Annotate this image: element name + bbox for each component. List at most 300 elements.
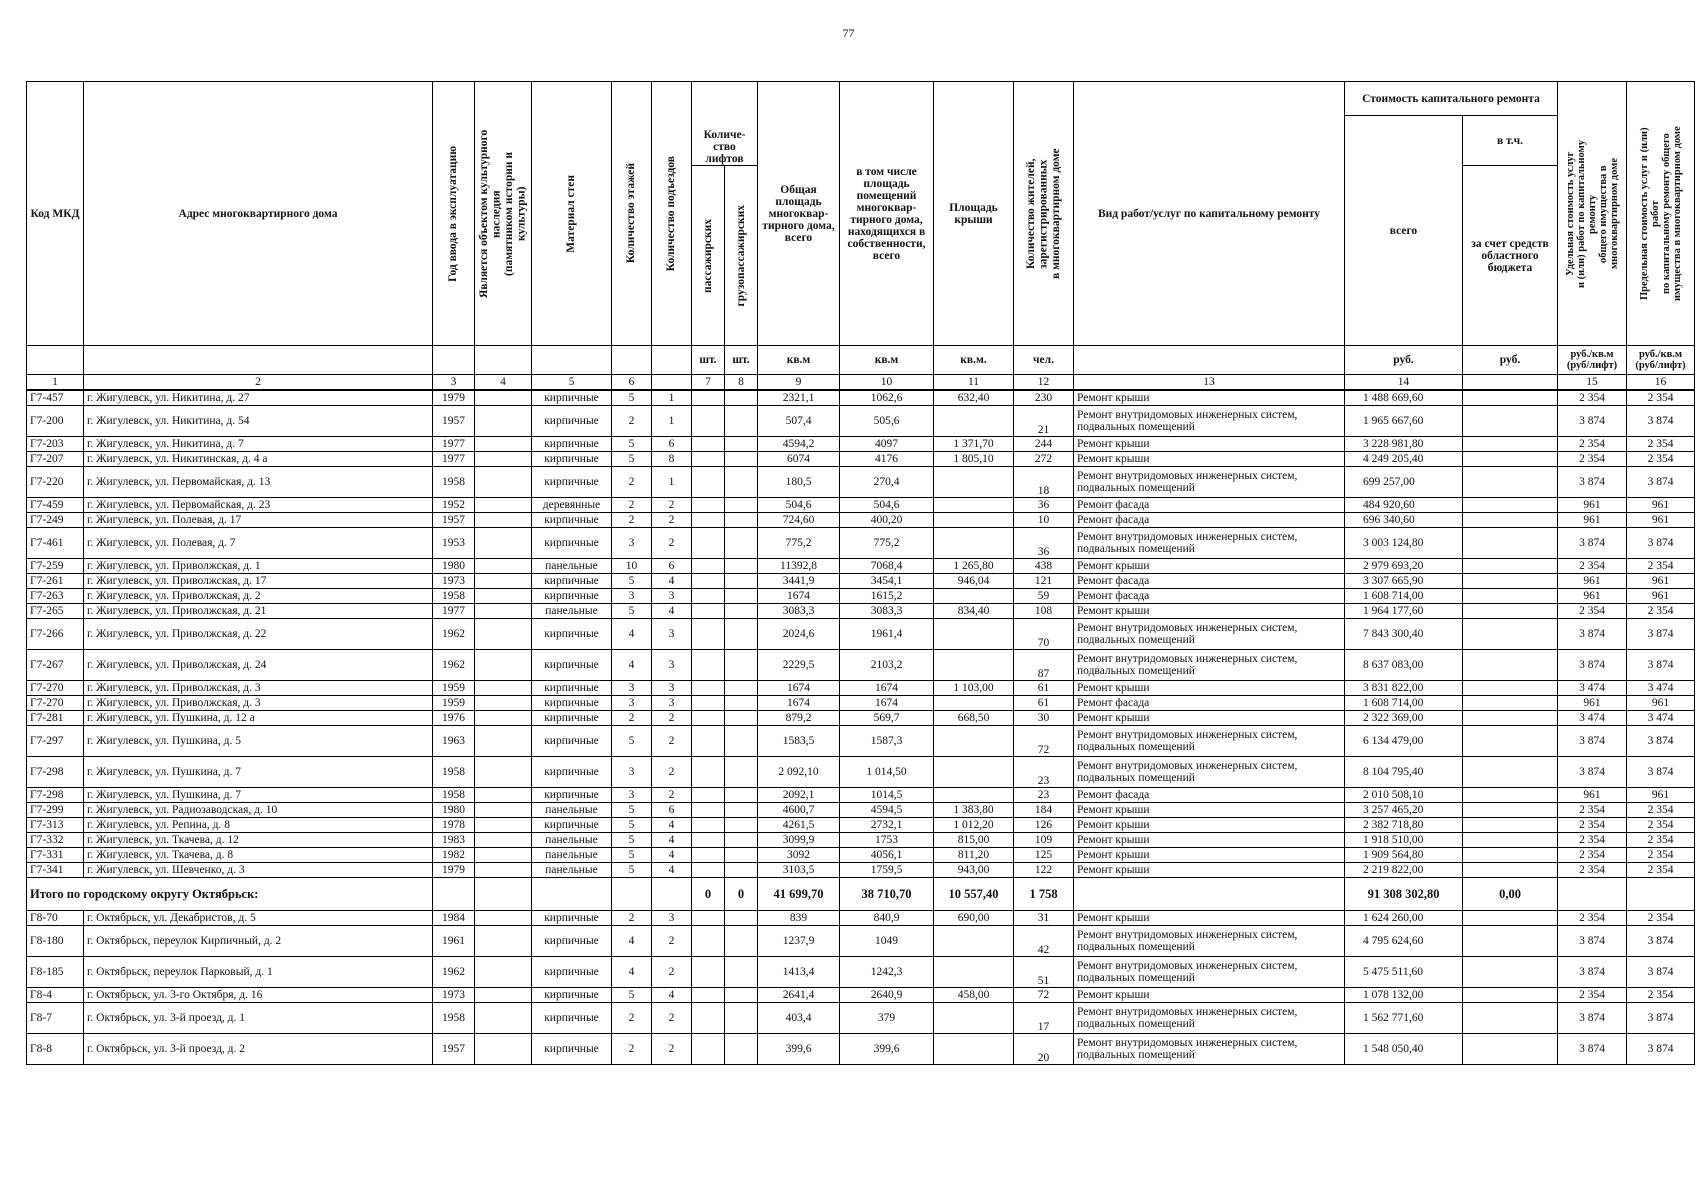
total-lifts-passenger: 0 [692,878,725,911]
row-limit-cost: 2 354 [1627,833,1695,848]
header-total-area: Общая площадь многоквар-тирного дома, всего [758,82,840,346]
row-roof-area: 458,00 [934,988,1014,1003]
row-residents: 108 [1014,604,1074,619]
row-unit-cost: 3 874 [1558,957,1627,988]
row-cost: 5 475 511,60 [1345,957,1463,988]
capital-repair-table [26,81,1695,1065]
total-section [27,878,1695,911]
row-year: 1980 [433,803,475,818]
row-walls: кирпичные [532,1034,612,1065]
row-entrances: 4 [652,574,692,589]
row-lifts-passenger [692,604,725,619]
row-residents: 61 [1014,696,1074,711]
row-total-area: 2229,5 [758,650,840,681]
row-total-area: 4600,7 [758,803,840,818]
row-walls: деревянные [532,498,612,513]
row-heritage [475,513,532,528]
row-entrances: 4 [652,833,692,848]
row-total-area: 3441,9 [758,574,840,589]
row-roof-area: 1 805,10 [934,452,1014,467]
row-cost: 2 219 822,00 [1345,863,1463,878]
row-entrances: 2 [652,788,692,803]
row-entrances: 6 [652,559,692,574]
total-cost: 91 308 302,80 [1345,878,1463,911]
row-code: Г7-267 [27,650,84,681]
row-regional [1463,513,1558,528]
row-entrances: 2 [652,726,692,757]
row-regional [1463,406,1558,437]
row-floors: 4 [612,650,652,681]
row-residents: 109 [1014,833,1074,848]
row-regional [1463,559,1558,574]
row-work-type: Ремонт внутридомовых инженерных систем, подвальных помещений [1074,1034,1345,1065]
row-limit-cost: 2 354 [1627,437,1695,452]
row-roof-area [934,619,1014,650]
row-entrances: 2 [652,926,692,957]
row-roof-area [934,757,1014,788]
row-walls: кирпичные [532,757,612,788]
table-row [27,863,1695,878]
row-unit-cost: 3 874 [1558,650,1627,681]
row-walls: кирпичные [532,911,612,926]
row-regional [1463,818,1558,833]
row-total-area: 1237,9 [758,926,840,957]
row-lifts-passenger [692,696,725,711]
row-limit-cost: 3 874 [1627,528,1695,559]
row-work-type: Ремонт фасада [1074,574,1345,589]
row-unit-cost: 2 354 [1558,818,1627,833]
row-code: Г8-180 [27,926,84,957]
row-lifts-cargo [725,589,758,604]
row-year: 1982 [433,848,475,863]
row-floors: 5 [612,574,652,589]
row-unit-cost: 2 354 [1558,863,1627,878]
row-unit-cost: 3 874 [1558,528,1627,559]
row-work-type: Ремонт крыши [1074,803,1345,818]
row-owned-area: 1242,3 [840,957,934,988]
row-walls: кирпичные [532,988,612,1003]
row-roof-area [934,467,1014,498]
row-cost: 2 322 369,00 [1345,711,1463,726]
row-residents: 126 [1014,818,1074,833]
row-unit-cost: 2 354 [1558,452,1627,467]
row-roof-area: 1 383,80 [934,803,1014,818]
row-unit-cost: 2 354 [1558,390,1627,406]
row-heritage [475,619,532,650]
row-regional [1463,788,1558,803]
row-total-area: 1674 [758,681,840,696]
row-address: г. Жигулевск, ул. Никитина, д. 54 [84,406,433,437]
row-work-type: Ремонт внутридомовых инженерных систем, подвальных помещений [1074,1003,1345,1034]
table-row [27,926,1695,957]
row-cost: 1 965 667,60 [1345,406,1463,437]
row-entrances: 4 [652,818,692,833]
row-owned-area: 2732,1 [840,818,934,833]
row-work-type: Ремонт крыши [1074,604,1345,619]
row-regional [1463,390,1558,406]
row-limit-cost: 2 354 [1627,803,1695,818]
row-heritage [475,452,532,467]
row-cost: 4 795 624,60 [1345,926,1463,957]
row-limit-cost: 3 874 [1627,1034,1695,1065]
row-owned-area: 504,6 [840,498,934,513]
row-entrances: 4 [652,988,692,1003]
row-limit-cost: 3 874 [1627,726,1695,757]
table-row [27,513,1695,528]
table-row [27,619,1695,650]
row-lifts-cargo [725,803,758,818]
row-lifts-cargo [725,437,758,452]
row-address: г. Октябрьск, переулок Кирпичный, д. 2 [84,926,433,957]
row-residents: 70 [1014,619,1074,650]
table-row [27,498,1695,513]
row-owned-area: 569,7 [840,711,934,726]
row-lifts-cargo [725,848,758,863]
row-roof-area: 1 371,70 [934,437,1014,452]
row-regional [1463,681,1558,696]
row-address: г. Жигулевск, ул. Полевая, д. 17 [84,513,433,528]
row-roof-area [934,498,1014,513]
row-limit-cost: 961 [1627,696,1695,711]
row-limit-cost: 961 [1627,574,1695,589]
row-limit-cost: 961 [1627,589,1695,604]
row-heritage [475,604,532,619]
row-entrances: 8 [652,452,692,467]
row-cost: 699 257,00 [1345,467,1463,498]
row-entrances: 1 [652,390,692,406]
row-lifts-cargo [725,452,758,467]
row-unit-cost: 3 874 [1558,926,1627,957]
row-regional [1463,650,1558,681]
row-residents: 18 [1014,467,1074,498]
row-entrances: 2 [652,528,692,559]
row-roof-area [934,1034,1014,1065]
row-heritage [475,911,532,926]
row-work-type: Ремонт внутридомовых инженерных систем, подвальных помещений [1074,926,1345,957]
row-year: 1973 [433,988,475,1003]
row-address: г. Жигулевск, ул. Никитина, д. 27 [84,390,433,406]
row-address: г. Жигулевск, ул. Приволжская, д. 3 [84,681,433,696]
row-total-area: 6074 [758,452,840,467]
row-code: Г7-261 [27,574,84,589]
row-year: 1958 [433,1003,475,1034]
row-heritage [475,833,532,848]
row-cost: 1 918 510,00 [1345,833,1463,848]
row-owned-area: 1062,6 [840,390,934,406]
row-roof-area [934,726,1014,757]
row-residents: 272 [1014,452,1074,467]
row-regional [1463,833,1558,848]
row-unit-cost: 2 354 [1558,437,1627,452]
column-numbers-row: 1 2 3 4 5 6 7 8 9 10 11 12 13 14 15 16 [27,375,1695,391]
row-total-area: 879,2 [758,711,840,726]
row-walls: кирпичные [532,574,612,589]
row-code: Г7-220 [27,467,84,498]
row-regional [1463,711,1558,726]
row-year: 1962 [433,957,475,988]
row-code: Г7-266 [27,619,84,650]
row-regional [1463,604,1558,619]
row-owned-area: 399,6 [840,1034,934,1065]
row-unit-cost: 3 874 [1558,406,1627,437]
header-residents: Количество жителей, зарегистрированных в многоквартирном доме [1014,82,1074,346]
row-roof-area [934,513,1014,528]
row-residents: 10 [1014,513,1074,528]
row-year: 1978 [433,818,475,833]
row-limit-cost: 3 474 [1627,681,1695,696]
row-code: Г7-200 [27,406,84,437]
row-address: г. Жигулевск, ул. Приволжская, д. 1 [84,559,433,574]
row-code: Г7-270 [27,681,84,696]
row-unit-cost: 961 [1558,513,1627,528]
row-entrances: 2 [652,757,692,788]
row-heritage [475,863,532,878]
row-unit-cost: 961 [1558,696,1627,711]
row-unit-cost: 2 354 [1558,911,1627,926]
row-residents: 244 [1014,437,1074,452]
row-residents: 30 [1014,711,1074,726]
row-regional [1463,988,1558,1003]
row-total-area: 507,4 [758,406,840,437]
header-walls: Материал стен [532,82,612,346]
row-year: 1957 [433,406,475,437]
row-address: г. Жигулевск, ул. Приволжская, д. 17 [84,574,433,589]
row-entrances: 2 [652,513,692,528]
row-lifts-cargo [725,650,758,681]
row-year: 1977 [433,437,475,452]
row-heritage [475,589,532,604]
row-limit-cost: 961 [1627,498,1695,513]
row-lifts-cargo [725,681,758,696]
row-lifts-passenger [692,574,725,589]
row-heritage [475,498,532,513]
row-walls: кирпичные [532,681,612,696]
row-floors: 5 [612,803,652,818]
row-owned-area: 4056,1 [840,848,934,863]
row-total-area: 1674 [758,589,840,604]
row-residents: 17 [1014,1003,1074,1034]
row-owned-area: 2103,2 [840,650,934,681]
row-lifts-passenger [692,726,725,757]
row-limit-cost: 2 354 [1627,452,1695,467]
row-total-area: 1583,5 [758,726,840,757]
row-owned-area: 1674 [840,681,934,696]
row-owned-area: 3083,3 [840,604,934,619]
row-cost: 696 340,60 [1345,513,1463,528]
row-limit-cost: 2 354 [1627,604,1695,619]
row-heritage [475,788,532,803]
table-row [27,437,1695,452]
row-unit-cost: 3 874 [1558,1034,1627,1065]
row-owned-area: 7068,4 [840,559,934,574]
row-address: г. Жигулевск, ул. Ткачева, д. 8 [84,848,433,863]
table-row [27,957,1695,988]
row-floors: 5 [612,988,652,1003]
row-address: г. Жигулевск, ул. Никитинская, д. 4 а [84,452,433,467]
table-body-oktyabrsk [27,911,1695,1065]
header-cost-incl: в т.ч. [1463,116,1558,166]
row-total-area: 2641,4 [758,988,840,1003]
row-owned-area: 3454,1 [840,574,934,589]
row-year: 1961 [433,926,475,957]
row-floors: 5 [612,452,652,467]
row-regional [1463,757,1558,788]
page-number: 77 [842,26,855,40]
row-lifts-passenger [692,1003,725,1034]
row-lifts-cargo [725,467,758,498]
row-cost: 6 134 479,00 [1345,726,1463,757]
table-row [27,803,1695,818]
row-work-type: Ремонт крыши [1074,848,1345,863]
table-row [27,818,1695,833]
row-address: г. Жигулевск, ул. Первомайская, д. 23 [84,498,433,513]
row-address: г. Октябрьск, ул. 3-й проезд, д. 2 [84,1034,433,1065]
row-walls: кирпичные [532,1003,612,1034]
row-residents: 31 [1014,911,1074,926]
row-cost: 1 608 714,00 [1345,696,1463,711]
row-entrances: 1 [652,467,692,498]
total-regional: 0,00 [1463,878,1558,911]
row-walls: кирпичные [532,788,612,803]
total-lifts-cargo: 0 [725,878,758,911]
row-unit-cost: 2 354 [1558,988,1627,1003]
row-walls: кирпичные [532,957,612,988]
row-unit-cost: 3 874 [1558,619,1627,650]
row-floors: 2 [612,513,652,528]
row-owned-area: 1 014,50 [840,757,934,788]
row-owned-area: 775,2 [840,528,934,559]
row-residents: 122 [1014,863,1074,878]
row-walls: кирпичные [532,711,612,726]
row-floors: 2 [612,498,652,513]
row-lifts-passenger [692,803,725,818]
row-entrances: 3 [652,589,692,604]
row-floors: 5 [612,604,652,619]
row-work-type: Ремонт крыши [1074,559,1345,574]
row-lifts-cargo [725,619,758,650]
row-residents: 230 [1014,390,1074,406]
row-owned-area: 505,6 [840,406,934,437]
row-year: 1957 [433,1034,475,1065]
row-walls: кирпичные [532,528,612,559]
row-total-area: 1674 [758,696,840,711]
row-code: Г7-341 [27,863,84,878]
row-lifts-passenger [692,589,725,604]
row-code: Г7-457 [27,390,84,406]
row-cost: 2 382 718,80 [1345,818,1463,833]
table-body-zhigulevsk [27,390,1695,878]
row-cost: 1 608 714,00 [1345,589,1463,604]
row-owned-area: 2640,9 [840,988,934,1003]
row-walls: кирпичные [532,406,612,437]
row-regional [1463,619,1558,650]
row-walls: панельные [532,833,612,848]
row-residents: 23 [1014,788,1074,803]
table-row [27,696,1695,711]
row-total-area: 403,4 [758,1003,840,1034]
row-address: г. Жигулевск, ул. Никитина, д. 7 [84,437,433,452]
row-unit-cost: 961 [1558,498,1627,513]
row-code: Г8-70 [27,911,84,926]
row-walls: кирпичные [532,726,612,757]
row-residents: 72 [1014,726,1074,757]
table-row [27,681,1695,696]
row-floors: 4 [612,957,652,988]
row-year: 1984 [433,911,475,926]
row-heritage [475,848,532,863]
row-year: 1979 [433,390,475,406]
row-walls: кирпичные [532,452,612,467]
row-heritage [475,757,532,788]
row-work-type: Ремонт фасада [1074,513,1345,528]
row-regional [1463,957,1558,988]
row-address: г. Жигулевск, ул. Приволжская, д. 21 [84,604,433,619]
row-address: г. Жигулевск, ул. Ткачева, д. 12 [84,833,433,848]
row-walls: кирпичные [532,513,612,528]
header-heritage: Является объектом культурного наследия (памятником истории и культуры) [475,82,532,346]
row-heritage [475,957,532,988]
row-cost: 3 228 981,80 [1345,437,1463,452]
row-walls: кирпичные [532,467,612,498]
row-cost: 1 562 771,60 [1345,1003,1463,1034]
row-limit-cost: 3 874 [1627,406,1695,437]
row-residents: 184 [1014,803,1074,818]
row-lifts-cargo [725,726,758,757]
row-walls: панельные [532,848,612,863]
row-floors: 3 [612,681,652,696]
row-work-type: Ремонт крыши [1074,833,1345,848]
row-total-area: 724,60 [758,513,840,528]
row-unit-cost: 961 [1558,574,1627,589]
row-work-type: Ремонт внутридомовых инженерных систем, подвальных помещений [1074,726,1345,757]
table-header [27,82,1695,391]
row-cost: 484 920,60 [1345,498,1463,513]
table-row [27,406,1695,437]
total-owned-area: 38 710,70 [840,878,934,911]
row-address: г. Жигулевск, ул. Приволжская, д. 2 [84,589,433,604]
row-limit-cost: 2 354 [1627,988,1695,1003]
row-regional [1463,589,1558,604]
row-lifts-cargo [725,957,758,988]
row-year: 1958 [433,589,475,604]
row-roof-area [934,589,1014,604]
row-code: Г7-281 [27,711,84,726]
table-row [27,589,1695,604]
row-total-area: 839 [758,911,840,926]
row-code: Г7-299 [27,803,84,818]
row-heritage [475,559,532,574]
row-work-type: Ремонт внутридомовых инженерных систем, подвальных помещений [1074,467,1345,498]
row-work-type: Ремонт крыши [1074,437,1345,452]
row-floors: 5 [612,818,652,833]
row-lifts-passenger [692,757,725,788]
row-unit-cost: 3 874 [1558,1003,1627,1034]
row-heritage [475,681,532,696]
row-address: г. Жигулевск, ул. Приволжская, д. 24 [84,650,433,681]
row-cost: 1 548 050,40 [1345,1034,1463,1065]
row-limit-cost: 3 874 [1627,619,1695,650]
row-entrances: 3 [652,696,692,711]
row-cost: 1 624 260,00 [1345,911,1463,926]
row-cost: 3 257 465,20 [1345,803,1463,818]
row-code: Г7-270 [27,696,84,711]
row-code: Г8-185 [27,957,84,988]
row-entrances: 4 [652,848,692,863]
header-floors: Количество этажей [612,82,652,346]
row-owned-area: 1961,4 [840,619,934,650]
row-year: 1957 [433,513,475,528]
row-total-area: 2092,1 [758,788,840,803]
